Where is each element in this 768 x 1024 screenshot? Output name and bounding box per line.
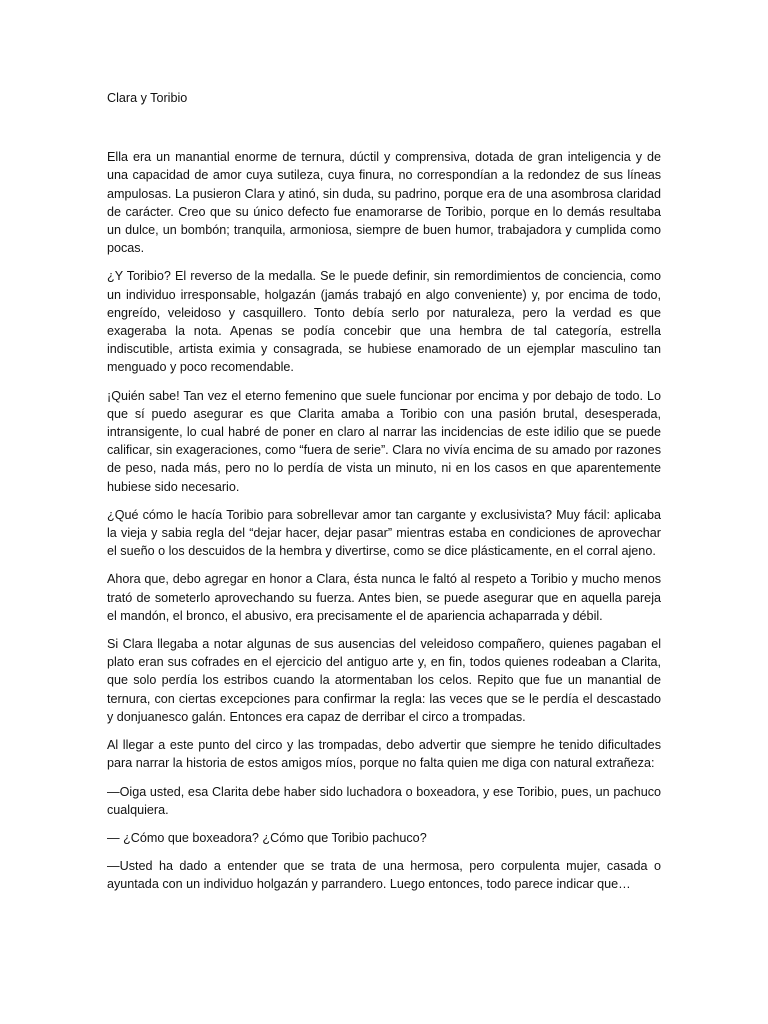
paragraph-9: — ¿Cómo que boxeadora? ¿Cómo que Toribio pachuco? [107,830,427,845]
paragraph-4: ¿Qué cómo le hacía Toribio para sobrellevar amor tan cargante y exclusivista? Muy fácil: aplicaba la vieja y sabia regla del “dejar hacer, dejar pasar” mientras estaba en condiciones de aprovechar el sueño o los descuidos de la hembra y divertirse, como se dice plásticamente, en el corral ajeno. [107,507,661,559]
paragraph-5: Ahora que, debo agregar en honor a Clara, ésta nunca le faltó al respeto a Toribio y mucho menos trató de someterlo aprovechando su fuerza. Antes bien, se puede asegurar que en aquella pareja el mandón, el bronco, el abusivo, era precisamente el de apariencia achaparrada y débil. [107,572,661,623]
paragraph-2: ¿Y Toribio? El reverso de la medalla. Se le puede definir, sin remordimientos de conciencia, como un individuo irresponsable, holgazán (jamás trabajó en algo conveniente) y, por encima de todo, engreído, veleidoso y casquillero. Tonto debía serlo por naturaleza, pero la verdad es que exageraba la nota. Apenas se podía concebir que una hembra de tal categoría, estrella indiscutible, artista eximia y consagrada, se hubiese enamorado de un ejemplar masculino tan menguado y poco recomendable. [107,269,661,375]
paragraph-8: —Oiga usted, esa Clarita debe haber sido luchadora o boxeadora, y ese Toribio, pues, un pachuco cualquiera. [107,784,661,817]
paragraph-3: ¡Quién sabe! Tan vez el eterno femenino que suele funcionar por encima y por debajo de todo. Lo que sí puedo asegurar es que Clarita amaba a Toribio con una pasión brutal, desesperada, intransigente, lo cual habré de poner en claro al narrar las incidencias de este idilio que se puede calificar, sin exageraciones, como “fuera de serie”. Clara no vivía encima de su amado por razones de peso, nada más, pero no lo perdía de vista un minuto, ni en los casos en que aparentemente hubiese sido necesario. [107,388,661,494]
paragraph-7: Al llegar a este punto del circo y las trompadas, debo advertir que siempre he tenido dificultades para narrar la historia de estos amigos míos, porque no falta quien me diga con natural extrañeza: [107,738,661,771]
document-page [107,89,661,904]
document-title: Clara y Toribio [107,91,188,105]
paragraph-6: Si Clara llegaba a notar algunas de sus ausencias del veleidoso compañero, quienes pagaban el plato eran sus cofrades en el ejercicio del antiguo arte y, en fin, todos quienes rodeaban a Clarita, que solo perdía los estribos cuando la atormentaban los celos. Repito que fue un manantial de ternura, con ciertas excepciones para confirmar la regla: las veces que se le perdía el descastado y donjuanesco galán. Entonces era capaz de derribar el circo a trompadas. [107,637,661,724]
paragraph-10: —Usted ha dado a entender que se trata de una hermosa, pero corpulenta mujer, casada o ayuntada con un individuo holgazán y parrandero. Luego entonces, todo parece indicar que… [107,859,661,892]
paragraph-1: Ella era un manantial enorme de ternura, dúctil y comprensiva, dotada de gran inteligencia y de una capacidad de amor cuya sutileza, cuya finura, no correspondían a la redondez de sus líneas ampulosas. La pusieron Clara y atinó, sin duda, su padrino, porque era de una asombrosa claridad de carácter. Creo que su único defecto fue enamorarse de Toribio, porque en lo demás resultaba un dulce, un bombón; tranquila, armoniosa, siempre de buen humor, trabajadora y cumplida como pocas. [107,150,661,256]
